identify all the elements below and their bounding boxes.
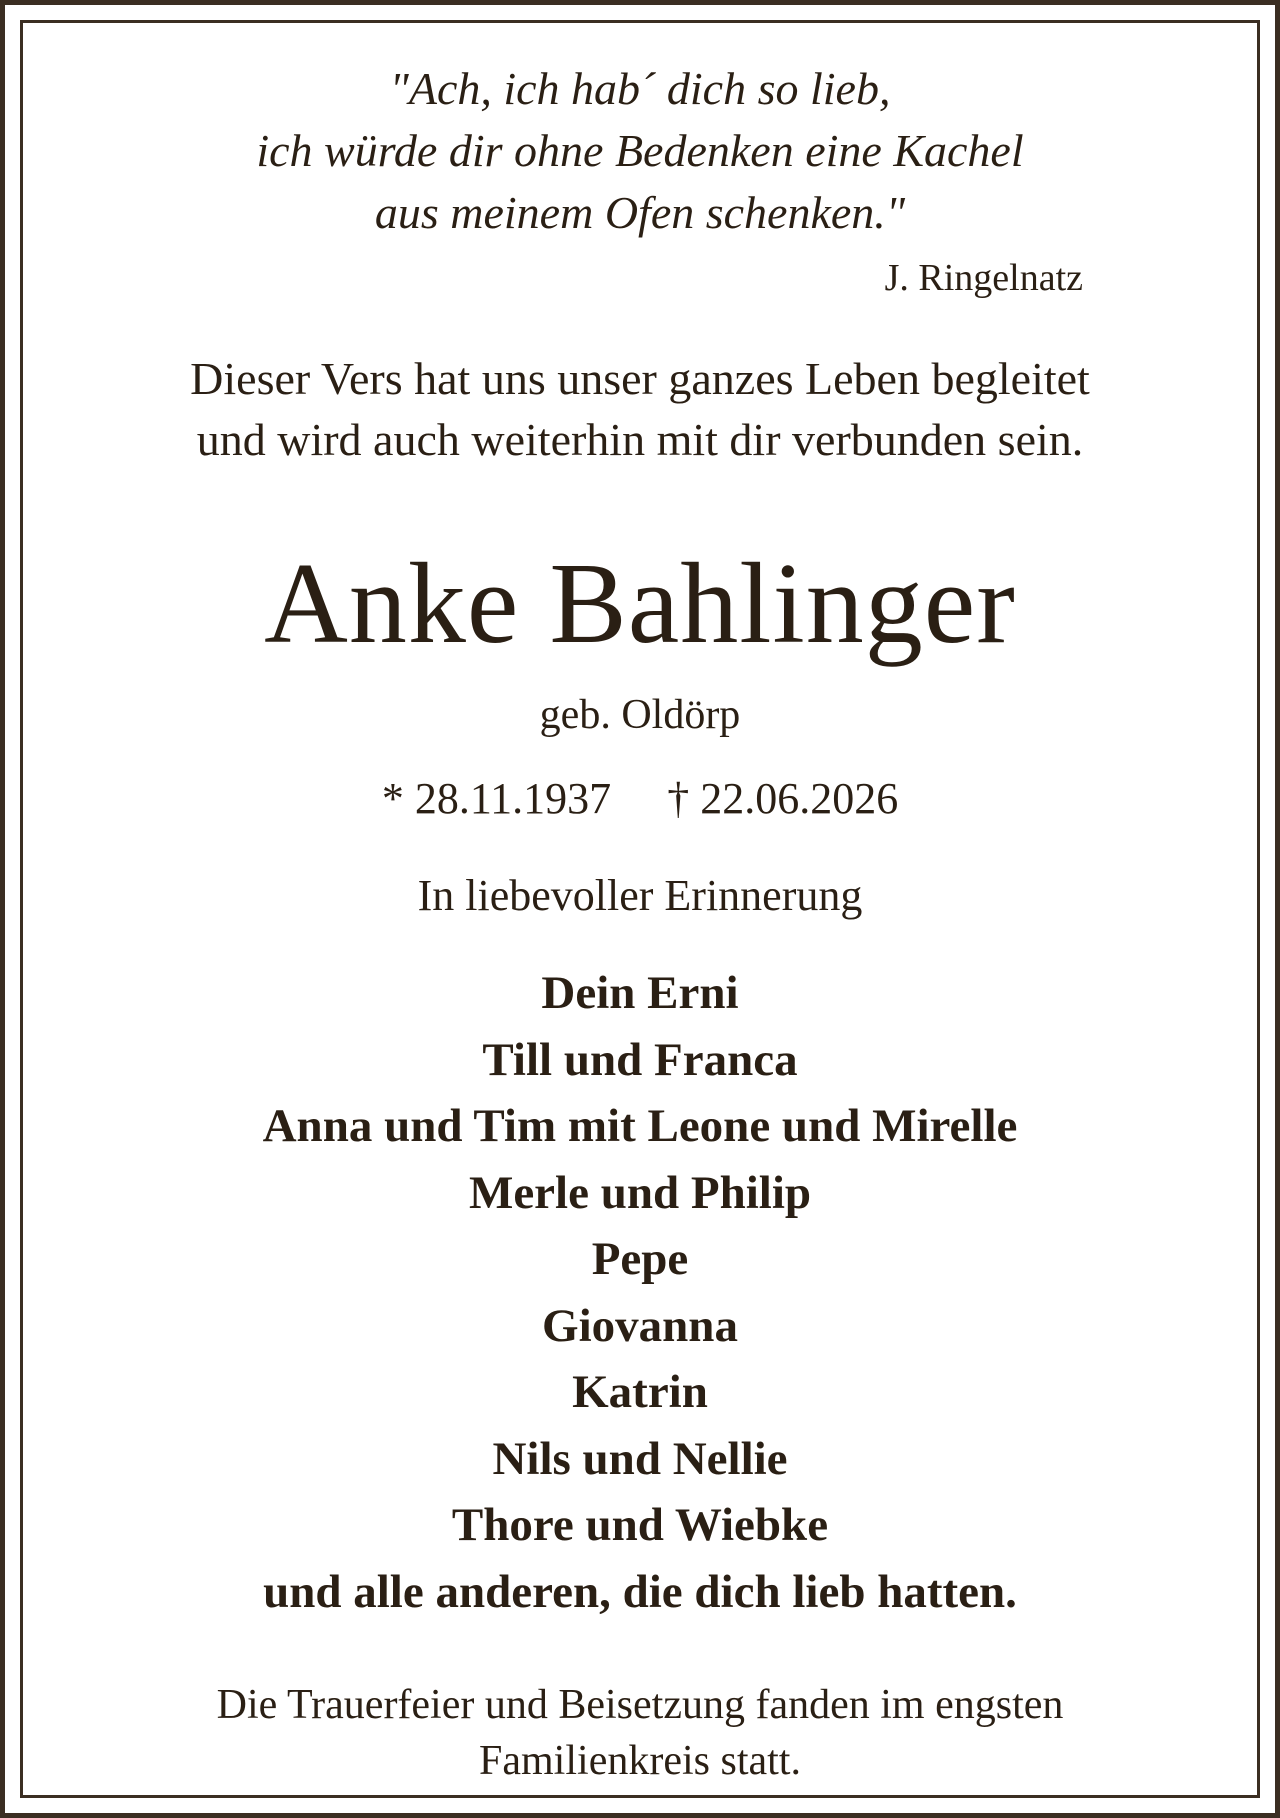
mourner-entry: Pepe (591, 1233, 689, 1285)
mourner-entry: Till und Franca (482, 1033, 798, 1086)
quote-line: aus meinem Ofen schenken." (374, 187, 906, 238)
mourner-entry: Dein Erni (541, 967, 739, 1019)
quote-author: J. Ringelnatz (884, 257, 1083, 299)
ceremony-note (23, 1677, 1257, 1789)
quote-block (23, 58, 1257, 244)
maiden-name: geb. Oldörp (539, 692, 741, 738)
mourner-entry: Merle und Philip (468, 1166, 812, 1219)
mourner-entry: Nils und Nellie (492, 1432, 788, 1485)
verse-note-line: und wird auch weiterhin mit dir verbunden sein. (196, 414, 1084, 465)
mourner-entry: Katrin (572, 1366, 708, 1418)
mourner-entry: Giovanna (542, 1299, 738, 1352)
birth-date: * 28.11.1937 (381, 774, 612, 823)
ceremony-line: Familienkreis statt. (479, 1738, 801, 1784)
life-dates (23, 773, 1257, 825)
mourners-list (23, 960, 1257, 1625)
mourner-entry: und alle anderen, die dich lieb hatten. (263, 1565, 1017, 1618)
mourner-entry: Anna und Tim mit Leone und Mirelle (262, 1100, 1018, 1152)
mourner-entry: Thore und Wiebke (451, 1499, 829, 1551)
death-date: † 22.06.2026 (667, 774, 899, 823)
verse-note (23, 348, 1257, 470)
deceased-name: Anke Bahlinger (264, 540, 1016, 668)
quote-line: "Ach, ich hab´ dich so lieb, (389, 63, 891, 114)
ceremony-line: Die Trauerfeier und Beisetzung fanden im engsten (216, 1682, 1064, 1728)
verse-note-line: Dieser Vers hat uns unser ganzes Leben begleitet (190, 353, 1090, 404)
remembrance-line: In liebevoller Erinnerung (417, 871, 863, 920)
quote-line: ich würde dir ohne Bedenken eine Kachel (256, 125, 1024, 176)
